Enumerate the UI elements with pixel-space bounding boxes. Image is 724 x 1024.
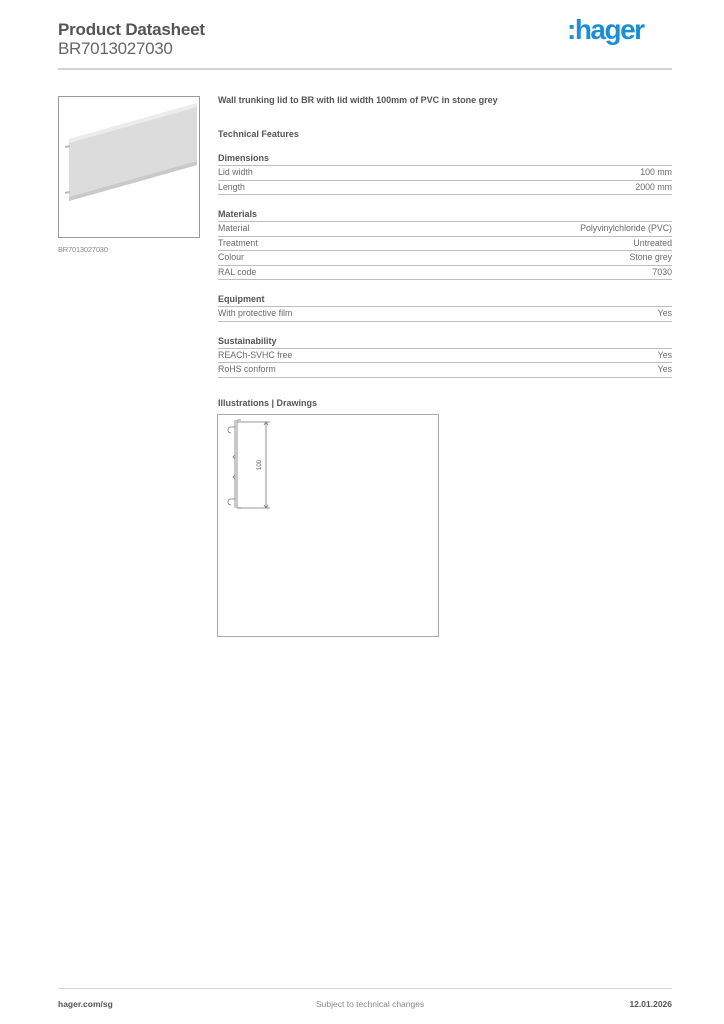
profile-drawing-icon xyxy=(218,415,438,636)
spec-label: Material xyxy=(218,223,250,233)
spec-row xyxy=(218,363,672,378)
footer-date: 12.01.2026 xyxy=(629,999,672,1009)
section-title: Materials xyxy=(218,209,672,222)
section-materials xyxy=(218,209,672,280)
spec-label: Colour xyxy=(218,252,244,262)
spec-label: With protective film xyxy=(218,308,293,318)
section-title: Sustainability xyxy=(218,336,672,349)
spec-label: Length xyxy=(218,181,245,192)
section-title: Dimensions xyxy=(218,153,672,166)
footer-website-link[interactable]: hager.com/sg xyxy=(58,999,113,1009)
spec-value: Yes xyxy=(657,349,672,360)
header-divider xyxy=(58,68,672,70)
technical-features-heading: Technical Features xyxy=(218,129,299,139)
spec-label: RoHS conform xyxy=(218,364,276,374)
spec-row xyxy=(218,251,672,266)
spec-label: Lid width xyxy=(218,167,253,177)
dimension-label: 100 xyxy=(257,459,263,470)
spec-row xyxy=(218,222,672,237)
spec-row xyxy=(218,266,672,281)
spec-row xyxy=(218,237,672,252)
spec-value: 100 mm xyxy=(640,167,672,177)
hager-logo: :hager xyxy=(567,14,644,45)
spec-value: Yes xyxy=(657,308,672,318)
section-dimensions xyxy=(218,153,672,195)
spec-value: Yes xyxy=(657,364,672,374)
product-image xyxy=(58,96,200,238)
spec-label: Treatment xyxy=(218,237,258,248)
technical-drawing xyxy=(217,414,439,637)
spec-label: REACh-SVHC free xyxy=(218,349,293,360)
image-caption: BR7013027030 xyxy=(58,245,108,254)
spec-row xyxy=(218,349,672,364)
trunking-lid-image xyxy=(59,97,199,237)
spec-value: Untreated xyxy=(633,237,672,248)
spec-row xyxy=(218,181,672,196)
section-equipment xyxy=(218,294,672,322)
illustrations-heading: Illustrations | Drawings xyxy=(218,397,318,408)
product-code: BR7013027030 xyxy=(58,39,173,58)
section-title: Equipment xyxy=(218,294,672,307)
page-title: Product Datasheet xyxy=(58,20,205,39)
spec-row xyxy=(218,307,672,322)
section-sustainability xyxy=(218,336,672,378)
spec-value: Polyvinylchloride (PVC) xyxy=(580,223,672,233)
spec-value: 7030 xyxy=(652,266,672,277)
spec-row xyxy=(218,166,672,181)
spec-label: RAL code xyxy=(218,266,257,277)
footer-notice: Subject to technical changes xyxy=(316,999,425,1009)
spec-value: 2000 mm xyxy=(635,181,672,192)
spec-value: Stone grey xyxy=(629,252,672,262)
product-details xyxy=(218,95,672,408)
product-description: Wall trunking lid to BR with lid width 100mm of PVC in stone grey xyxy=(218,95,498,105)
footer-divider xyxy=(58,988,672,989)
